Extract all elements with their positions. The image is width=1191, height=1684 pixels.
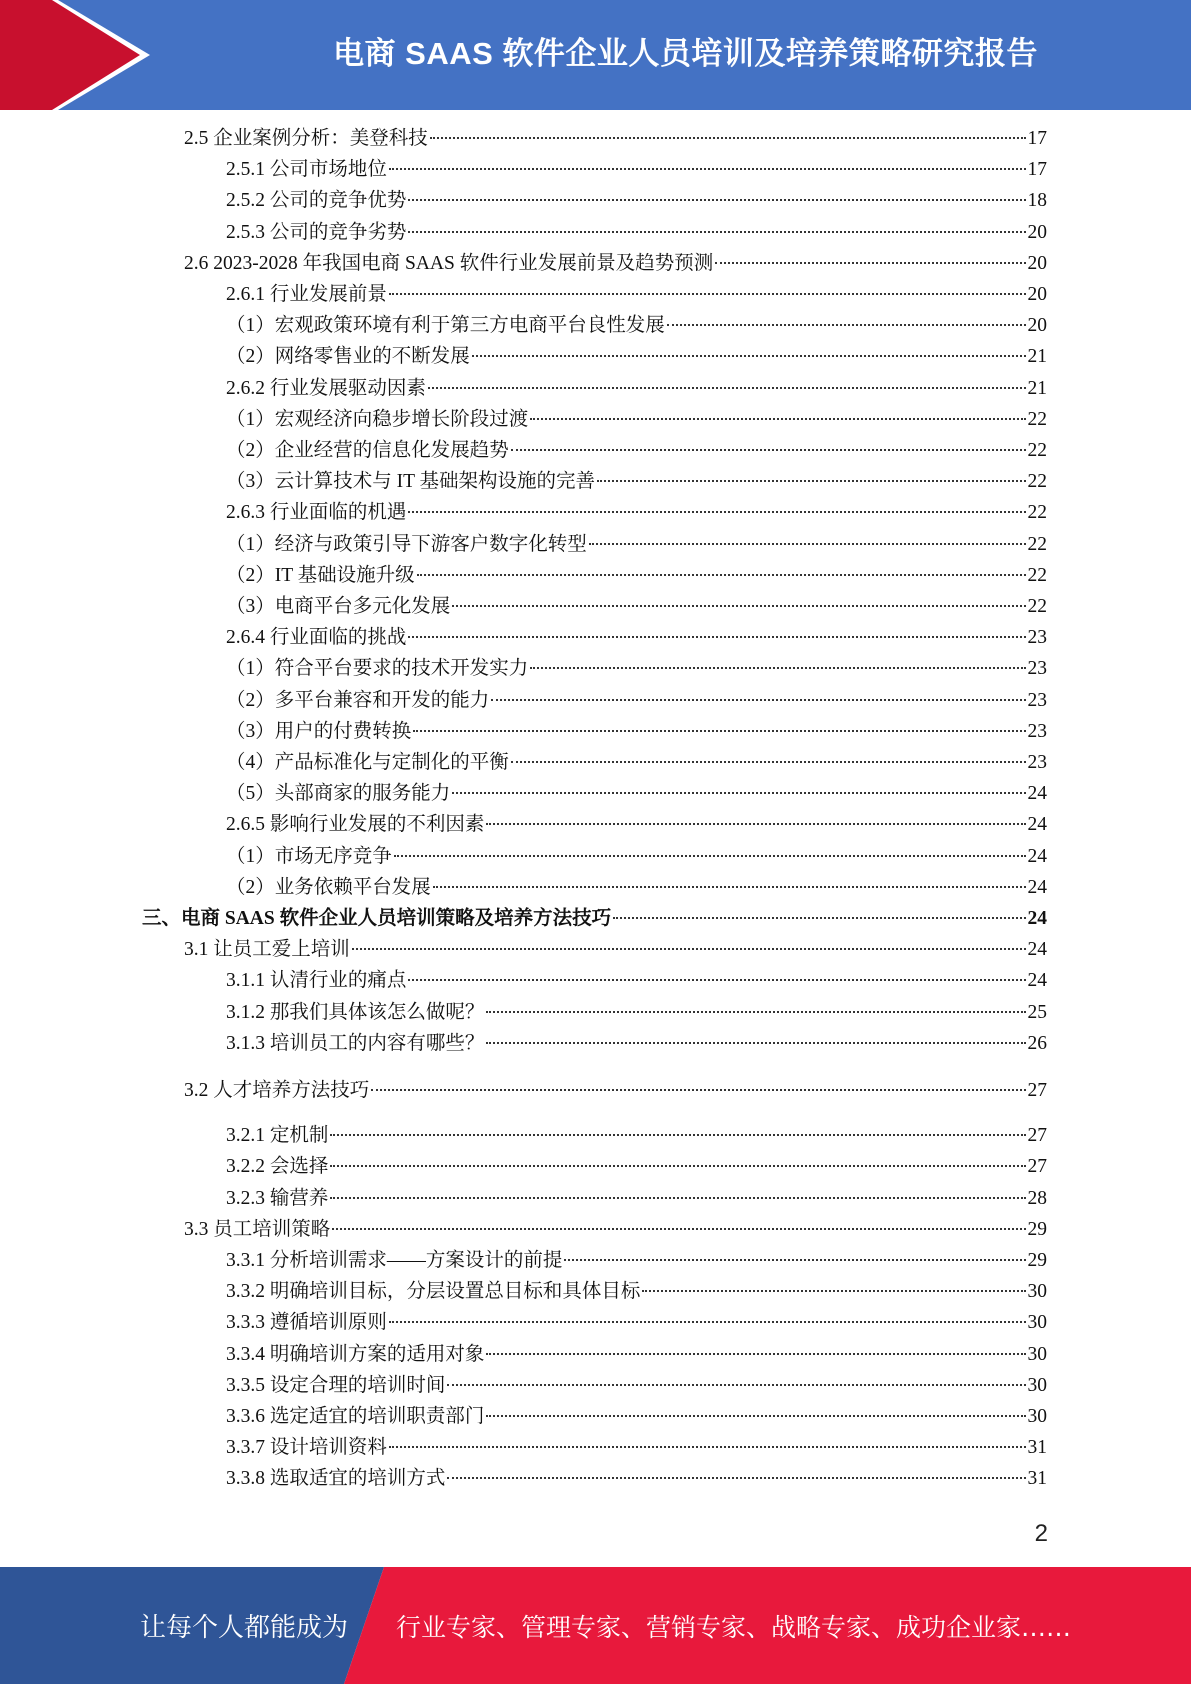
toc-entry[interactable] [142,907,1047,931]
toc-leader-dots [389,293,1026,295]
toc-entry-title: （3）云计算技术与 IT 基础架构设施的完善 [226,471,596,493]
toc-entry-title: 3.3.6 选定适宜的培训职责部门 [226,1406,485,1427]
toc-leader-dots [330,1134,1025,1136]
toc-entry-page: 30 [1027,1312,1047,1334]
toc-entry-page: 26 [1027,1032,1047,1054]
toc-entry-title: 3.2.2 会选择 [226,1156,329,1178]
toc-leader-dots [330,1165,1025,1167]
toc-entry-page: 22 [1027,408,1047,430]
toc-entry-title: 3.3 员工培训策略 [184,1218,331,1240]
toc-entry[interactable] [226,1032,1047,1056]
toc-leader-dots [564,1259,1025,1261]
toc-entry[interactable] [226,345,1047,369]
toc-entry-page: 27 [1027,1080,1047,1101]
toc-leader-dots [597,480,1025,482]
toc-entry-title: 2.6.4 行业面临的挑战 [226,627,407,649]
toc-entry[interactable] [226,221,1047,245]
toc-entry-page: 23 [1027,627,1047,649]
toc-entry[interactable] [184,252,1047,276]
toc-entry-page: 24 [1027,939,1047,961]
toc-leader-dots [530,418,1025,420]
toc-entry-page: 22 [1027,502,1047,524]
toc-entry-title: 3.1.2 那我们具体该怎么做呢？ [226,1001,485,1023]
toc-entry-page: 18 [1027,190,1047,212]
toc-entry-title: （1）符合平台要求的技术开发实力 [226,658,529,680]
toc-leader-dots [486,1353,1025,1355]
toc-entry-page: 24 [1027,970,1047,992]
toc-entry-title: 3.1 让员工爱上培训 [184,939,350,961]
toc-entry-page: 20 [1027,284,1047,305]
toc-entry-title: 2.6 2023-2028 年我国电商 SAAS 软件行业发展前景及趋势预测 [184,252,714,274]
toc-entry-title: 2.5.1 公司市场地位 [226,159,387,181]
toc-entry-title: 3.2 人才培养方法技巧 [184,1080,370,1101]
toc-entry-title: （2）业务依赖平台发展 [226,876,431,898]
toc-entry-title: 3.3.4 明确培训方案的适用对象 [226,1343,485,1365]
toc-entry-page: 31 [1027,1437,1047,1459]
toc-entry-page: 21 [1027,346,1047,368]
toc-leader-dots [408,636,1025,638]
toc-leader-dots [352,948,1026,950]
toc-leader-dots [394,855,1026,857]
toc-entry-page: 22 [1027,596,1047,617]
toc-entry-title: 3.2.3 输营养 [226,1187,329,1209]
toc-entry-title: 三、电商 SAAS 软件企业人员培训策略及培养方法技巧 [142,908,612,929]
toc-entry-page: 21 [1027,377,1047,399]
toc-entry[interactable] [226,564,1047,588]
toc-entry-page: 20 [1027,221,1047,243]
toc-entry[interactable] [226,1001,1047,1025]
footer-slogan-left: 让每个人都能成为 [140,1613,349,1643]
toc-entry-title: 2.5 企业案例分析：美登科技 [184,128,428,149]
toc-entry[interactable] [226,408,1047,432]
toc-leader-dots [330,1197,1025,1199]
toc-entry-title: 2.5.2 公司的竞争优势 [226,190,407,212]
toc-entry-page: 28 [1027,1187,1047,1209]
toc-entry[interactable] [226,876,1047,900]
toc-entry-title: （3）电商平台多元化发展 [226,596,451,617]
toc-entry-page: 20 [1027,315,1047,337]
toc-entry[interactable] [226,189,1047,213]
toc-leader-dots [332,1228,1025,1230]
toc-leader-dots [413,730,1025,732]
page-footer [0,1567,1191,1684]
toc-entry-page: 24 [1027,783,1047,805]
toc-leader-dots [447,1477,1025,1479]
toc-leader-dots [408,511,1025,513]
toc-entry-page: 30 [1027,1281,1047,1303]
page-header [0,0,1191,110]
toc-entry-title: 3.3.1 分析培训需求——方案设计的前提 [226,1250,563,1271]
toc-entry[interactable] [226,1405,1047,1429]
toc-leader-dots [486,1042,1025,1044]
toc-entry[interactable] [226,1155,1047,1179]
toc-entry-title: （1）经济与政策引导下游客户数字化转型 [226,533,587,555]
toc-entry-title: 2.6.3 行业面临的机遇 [226,502,407,524]
toc-entry-title: 3.3.2 明确培训目标，分层设置总目标和具体目标 [226,1281,641,1303]
toc-entry[interactable] [226,689,1047,713]
toc-entry-title: 3.1.3 培训员工的内容有哪些？ [226,1032,485,1054]
toc-entry-title: 3.1.1 认清行业的痛点 [226,970,407,992]
toc-entry-page: 17 [1027,128,1047,149]
toc-leader-dots [486,1415,1025,1417]
toc-entry-page: 22 [1027,440,1047,461]
toc-entry[interactable] [184,1218,1047,1242]
toc-entry-page: 25 [1027,1001,1047,1023]
toc-entry[interactable] [226,158,1047,182]
toc-entry-title: 3.3.8 选取适宜的培训方式 [226,1468,446,1490]
toc-leader-dots [613,917,1025,919]
toc-entry-page: 24 [1027,814,1047,836]
toc-entry-title: （4）产品标准化与定制化的平衡 [226,752,509,773]
toc-leader-dots [667,324,1026,326]
toc-entry-page: 24 [1027,876,1047,898]
toc-entry[interactable] [226,377,1047,401]
toc-entry-page: 20 [1027,252,1047,274]
toc-entry-title: （1）宏观经济向稳步增长阶段过渡 [226,408,529,430]
toc-leader-dots [430,137,1026,139]
toc-entry[interactable] [226,1249,1047,1273]
toc-entry-title: （2）企业经营的信息化发展趋势 [226,440,509,461]
toc-leader-dots [511,449,1026,451]
toc-entry[interactable] [226,1343,1047,1367]
toc-entry[interactable] [226,501,1047,525]
toc-entry-title: 3.3.7 设计培训资料 [226,1437,387,1459]
toc-entry-page: 24 [1027,908,1047,929]
toc-leader-dots [486,1011,1025,1013]
toc-entry-title: （5）头部商家的服务能力 [226,783,451,805]
toc-entry-title: 3.3.3 遵循培训原则 [226,1312,387,1334]
toc-entry[interactable] [226,533,1047,557]
toc-leader-dots [452,792,1025,794]
toc-entry-title: （3）用户的付费转换 [226,720,412,742]
toc-leader-dots [486,823,1025,825]
toc-leader-dots [472,355,1026,357]
toc-entry-title: （1）宏观政策环境有利于第三方电商平台良性发展 [226,315,665,337]
toc-entry[interactable] [226,1280,1047,1304]
toc-entry[interactable] [226,657,1047,681]
toc-entry[interactable] [226,470,1047,494]
toc-leader-dots [452,605,1025,607]
toc-entry-page: 27 [1027,1156,1047,1178]
toc-leader-dots [389,168,1026,170]
toc-entry-page: 30 [1027,1343,1047,1365]
toc-entry[interactable] [226,751,1047,775]
toc-entry[interactable] [226,595,1047,619]
toc-entry-title: （2）多平台兼容和开发的能力 [226,689,490,711]
toc-leader-dots [389,1446,1026,1448]
toc-entry[interactable] [226,720,1047,744]
toc-entry-page: 29 [1027,1250,1047,1271]
toc-leader-dots [408,979,1025,981]
toc-leader-dots [417,574,1026,576]
toc-entry-title: 2.6.2 行业发展驱动因素 [226,377,426,399]
toc-leader-dots [408,199,1025,201]
toc-leader-dots [371,1089,1025,1091]
toc-entry[interactable] [226,283,1047,307]
toc-entry-page: 27 [1027,1125,1047,1147]
toc-leader-dots [642,1290,1025,1292]
toc-entry[interactable] [226,1374,1047,1398]
toc-leader-dots [715,262,1025,264]
toc-entry-page: 30 [1027,1406,1047,1427]
toc-entry[interactable] [184,127,1047,151]
toc-leader-dots [589,543,1026,545]
toc-entry[interactable] [226,1436,1047,1460]
toc-entry-page: 23 [1027,720,1047,742]
toc-leader-dots [511,761,1026,763]
toc-entry[interactable] [184,938,1047,962]
toc-entry-page: 17 [1027,159,1047,181]
toc-entry-title: （1）市场无序竞争 [226,845,392,867]
toc-entry[interactable] [226,782,1047,806]
toc-leader-dots [530,667,1025,669]
toc-leader-dots [428,387,1026,389]
toc-entry-title: 2.6.1 行业发展前景 [226,284,387,305]
toc-entry-page: 30 [1027,1374,1047,1396]
toc-entry[interactable] [226,439,1047,463]
toc-entry-title: 3.3.5 设定合理的培训时间 [226,1374,446,1396]
toc-entry-page: 23 [1027,689,1047,711]
toc-leader-dots [408,231,1025,233]
toc-leader-dots [389,1321,1026,1323]
toc-entry-page: 22 [1027,564,1047,586]
footer-slogan-right: 行业专家、管理专家、营销专家、战略专家、成功企业家…… [396,1612,1072,1642]
toc-entry-page: 22 [1027,471,1047,493]
toc-entry-title: （2）网络零售业的不断发展 [226,346,470,368]
toc-entry-page: 22 [1027,533,1047,555]
toc-leader-dots [447,1384,1025,1386]
toc-entry[interactable] [226,1124,1047,1148]
page-number: 2 [1034,1520,1048,1547]
header-arrow-icon [0,0,150,110]
toc-entry-title: 2.6.5 影响行业发展的不利因素 [226,814,485,836]
toc-entry[interactable] [226,969,1047,993]
toc-entry[interactable] [184,1079,1047,1103]
toc-entry[interactable] [226,845,1047,869]
toc-entry[interactable] [226,1311,1047,1335]
toc-leader-dots [433,886,1026,888]
toc-entry-page: 31 [1027,1468,1047,1490]
toc-entry-page: 24 [1027,845,1047,867]
toc-entry-page: 23 [1027,752,1047,773]
toc-entry[interactable] [226,1467,1047,1491]
toc-entry-page: 29 [1027,1218,1047,1240]
toc-entry[interactable] [226,314,1047,338]
toc-entry-page: 23 [1027,658,1047,680]
toc-entry-title: 3.2.1 定机制 [226,1125,329,1147]
toc-entry-title: （2）IT 基础设施升级 [226,564,415,586]
report-title: 电商 SAAS 软件企业人员培训及培养策略研究报告 [333,35,1038,71]
toc-entry[interactable] [226,813,1047,837]
toc-leader-dots [491,699,1025,701]
toc-entry[interactable] [226,626,1047,650]
toc-entry-title: 2.5.3 公司的竞争劣势 [226,221,407,243]
toc-entry[interactable] [226,1187,1047,1211]
